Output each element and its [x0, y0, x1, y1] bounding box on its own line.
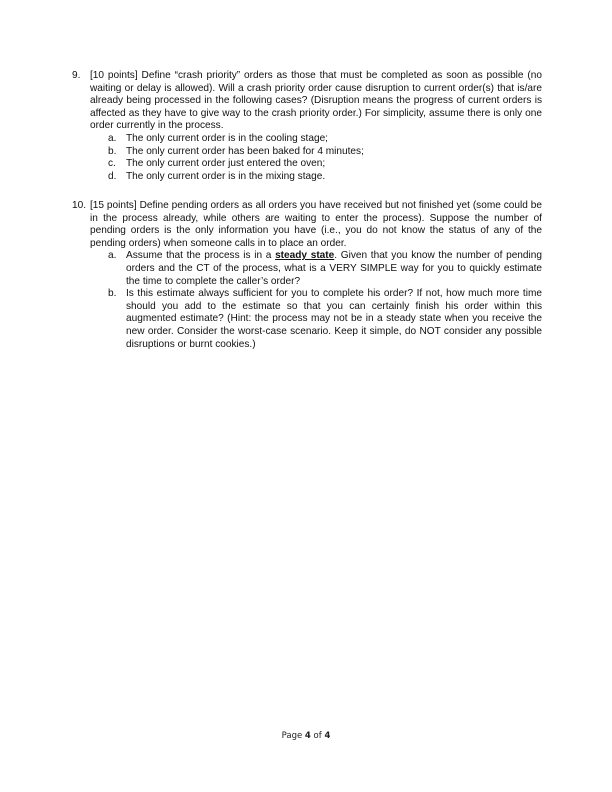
list-item-text: The only current order is in the mixing stage.: [126, 170, 326, 182]
list-item: [90, 250, 542, 288]
question-10: [72, 200, 542, 351]
list-item-text-start: Assume that the process is in a: [126, 250, 276, 262]
question-text: [90, 70, 542, 133]
list-item: [90, 133, 542, 146]
list-item: [90, 158, 542, 171]
list-item-label: b.: [108, 288, 117, 300]
subquestion-list: [90, 250, 542, 351]
list-item-label: a.: [108, 132, 117, 144]
list-item-label: c.: [108, 158, 116, 170]
question-body: [90, 70, 542, 183]
question-points: [10 points]: [90, 70, 138, 81]
total-page-count: 4: [324, 731, 331, 741]
list-item-text: The only current order has been baked for 4 minutes;: [126, 145, 364, 157]
list-item-text: The only current order just entered the oven;: [126, 158, 326, 170]
list-item: [90, 171, 542, 184]
steady-state-emphasis: steady state: [275, 250, 335, 262]
list-item-label: d.: [108, 170, 117, 182]
list-item: [90, 288, 542, 351]
question-number: 10.: [72, 200, 87, 211]
question-prompt: Define “crash priority” orders as those that must be completed as soon as possible (no waiting or delay is allowed). Will a crash priority order cause disruption to current order(s) that is/are already being processed in the following cases? (Disruption means the progress of current orders is affected as they have to give way to the crash priority order.) For simplicity, assume there is only one order currently in the process.: [90, 70, 543, 132]
page-word: Page: [281, 731, 303, 741]
of-word: of: [313, 731, 322, 741]
page-footer: [0, 731, 612, 741]
question-text: [90, 200, 542, 250]
list-item-label: b.: [108, 145, 117, 157]
question-points: [15 points]: [90, 200, 137, 211]
question-body: [90, 200, 542, 351]
list-item: [90, 146, 542, 159]
current-page-number: 4: [304, 731, 311, 741]
list-item-text: The only current order is in the cooling stage;: [126, 132, 328, 144]
list-item-label: a.: [108, 250, 117, 262]
subquestion-list: [90, 133, 542, 183]
question-prompt: Define pending orders as all orders you have received but not finished yet (some could be in the process already, while others are waiting to enter the process). Suppose the number of pending orders is the only information you have (i.e., you do not know the status of any of the pending orders) when someone calls in to place an order.: [90, 200, 542, 249]
list-item-text-end: . Given that you know the number of pending orders and the CT of the process, what is a VERY SIMPLE way for you to quickly estimate the time to complete the caller’s order?: [126, 250, 543, 287]
list-item-text: Is this estimate always sufficient for you to complete his order? If not, how much more time should you add to the estimate so that you can certainly finish his order within this augmented estimate? (Hint: the process may not be in a steady state when you receive the new order. Consider the worst-case scenario. Keep it simple, do NOT consider any possible disruptions or burnt cookies.): [126, 288, 542, 350]
question-number: 9.: [72, 70, 81, 81]
question-9: [72, 70, 542, 183]
